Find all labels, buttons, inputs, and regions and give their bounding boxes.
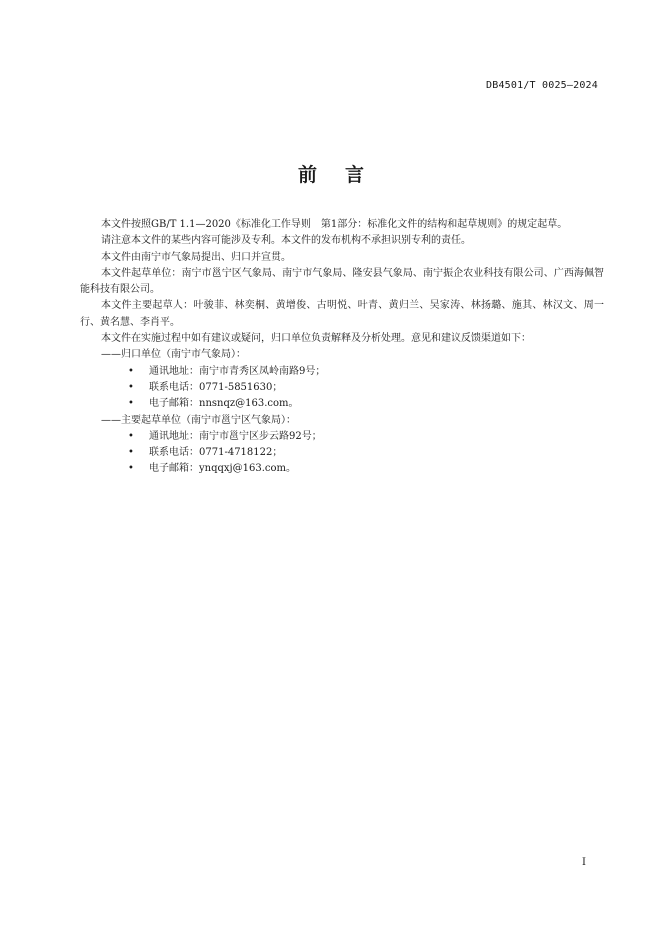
contact-phone: 联系电话：0771-5851630； bbox=[149, 381, 283, 393]
title-char-1: 前 bbox=[297, 164, 317, 186]
contact-email: 电子邮箱：nnsnqz@163.com。 bbox=[149, 398, 299, 410]
document-code: DB4501/T 0025—2024 bbox=[486, 80, 598, 91]
paragraph-proposer: 本文件由南宁市气象局提出、归口并宣贯。 bbox=[101, 251, 291, 263]
bullet-icon: • bbox=[128, 447, 134, 459]
foreword-body bbox=[80, 217, 604, 478]
bullet-icon: • bbox=[128, 430, 134, 442]
contact-address: 通讯地址：南宁市邕宁区步云路92号； bbox=[149, 430, 322, 442]
page-number: I bbox=[582, 857, 586, 868]
contact-item bbox=[80, 461, 604, 477]
bullet-icon: • bbox=[128, 365, 134, 377]
paragraph-drafters: 本文件主要起草人：叶骏菲、林奕桐、黄增俊、古明悦、叶青、黄归兰、吴家涛、林扬璐、施其、林汉文、周一行、黄名慧、李肖平。 bbox=[80, 300, 604, 328]
page-title bbox=[0, 160, 662, 187]
contact-item bbox=[80, 445, 604, 461]
contact-item bbox=[80, 380, 604, 396]
contact-email: 电子邮箱：ynqqxj@163.com。 bbox=[149, 463, 297, 475]
contact-item bbox=[80, 396, 604, 412]
bullet-icon: • bbox=[128, 381, 134, 393]
contact-address: 通讯地址：南宁市青秀区凤岭南路9号； bbox=[149, 365, 326, 377]
contact-group-heading: ——归口单位（南宁市气象局）： bbox=[101, 349, 246, 361]
paragraph-drafting-units: 本文件起草单位：南宁市邕宁区气象局、南宁市气象局、隆安县气象局、南宁振企农业科技有限公司、广西海佩智能科技有限公司。 bbox=[80, 267, 604, 296]
contact-item bbox=[80, 364, 604, 380]
paragraph-feedback: 本文件在实施过程中如有建议或疑问，归口单位负责解释及分析处理。意见和建议反馈渠道如下： bbox=[101, 333, 531, 345]
contact-group-heading: ——主要起草单位（南宁市邕宁区气象局）： bbox=[101, 414, 296, 426]
paragraph-patent-notice: 请注意本文件的某些内容可能涉及专利。本文件的发布机构不承担识别专利的责任。 bbox=[101, 235, 471, 247]
contact-phone: 联系电话：0771-4718122； bbox=[149, 447, 283, 459]
bullet-icon: • bbox=[128, 398, 134, 410]
title-char-2: 言 bbox=[345, 164, 365, 186]
contact-item bbox=[80, 429, 604, 445]
bullet-icon: • bbox=[128, 463, 134, 475]
paragraph-drafting-rules: 本文件按照GB/T 1.1—2020《标准化工作导则 第1部分：标准化文件的结构和起草规则》的规定起草。 bbox=[101, 219, 568, 230]
